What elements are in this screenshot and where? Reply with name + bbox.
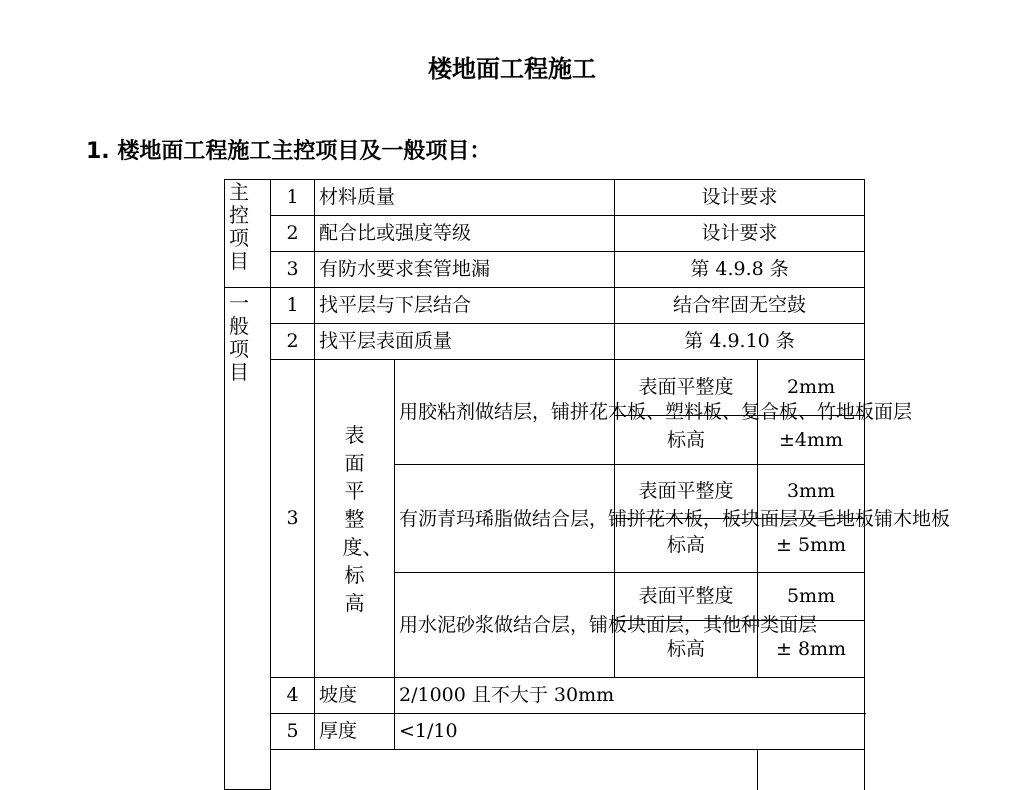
section-heading: 1. 楼地面工程施工主控项目及一般项目： [86, 139, 492, 164]
table-row [225, 678, 865, 714]
page-title: 楼地面工程施工 [428, 55, 596, 83]
item-name: 配合比或强度等级 [315, 216, 615, 252]
spec-table-frame [224, 179, 951, 768]
elevation-label: 标高 [615, 621, 758, 678]
item-requirement: 设计要求 [615, 180, 865, 216]
flatness-label: 表面平整度 [615, 573, 758, 621]
table-row [225, 360, 865, 416]
item-name: 有防水要求套管地漏 [315, 252, 615, 288]
item-name: 厚度 [315, 714, 395, 750]
item-number: 2 [271, 216, 315, 252]
item-requirement: 第 4.9.10 条 [615, 324, 865, 360]
table-row [225, 180, 865, 216]
spec-table [224, 179, 951, 790]
item-requirement: 设计要求 [615, 216, 865, 252]
item3-group-description: 有沥青玛琋脂做结合层，铺拼花木板，板块面层及毛地板铺木地板 [395, 465, 615, 573]
table-row [225, 288, 865, 324]
table-row [225, 750, 865, 790]
item-number: 3 [271, 360, 315, 678]
item-requirement: <1/10 [395, 714, 865, 750]
item-number: 4 [271, 678, 315, 714]
elevation-value: ± 8mm [758, 621, 865, 678]
main-control-label: 主控项目 [225, 180, 271, 288]
item-name: 找平层与下层结合 [315, 288, 615, 324]
item-number: 5 [271, 714, 315, 750]
general-item-label: 一般项目 [225, 288, 271, 790]
elevation-value: ±4mm [758, 416, 865, 465]
item-requirement: 2/1000 且不大于 30mm [395, 678, 865, 714]
item-number: 1 [271, 288, 315, 324]
elevation-label: 标高 [615, 519, 758, 573]
flatness-value: 3mm [758, 465, 865, 519]
table-row [225, 714, 865, 750]
flatness-label: 表面平整度 [615, 360, 758, 416]
item-requirement: 结合牢固无空鼓 [615, 288, 865, 324]
elevation-label: 标高 [615, 416, 758, 465]
empty-cell [758, 750, 865, 790]
flatness-label: 表面平整度 [615, 465, 758, 519]
item-name: 坡度 [315, 678, 395, 714]
item3-group-description: 用胶粘剂做结层，铺拼花木板、塑料板、复合板、竹地板面层 [395, 360, 615, 465]
flatness-value: 5mm [758, 573, 865, 621]
item-number: 3 [271, 252, 315, 288]
item-number: 2 [271, 324, 315, 360]
item3-group-description: 用水泥砂浆做结合层，铺板块面层，其他种类面层 [395, 573, 615, 678]
item-name: 材料质量 [315, 180, 615, 216]
flatness-value: 2mm [758, 360, 865, 416]
item-requirement: 第 4.9.8 条 [615, 252, 865, 288]
item-name: 找平层表面质量 [315, 324, 615, 360]
table-row [225, 252, 865, 288]
item-number: 1 [271, 180, 315, 216]
elevation-value: ± 5mm [758, 519, 865, 573]
empty-cell [271, 750, 758, 790]
table-row [225, 324, 865, 360]
item3-name: 表面平整度、标高 [315, 360, 395, 678]
table-row [225, 216, 865, 252]
